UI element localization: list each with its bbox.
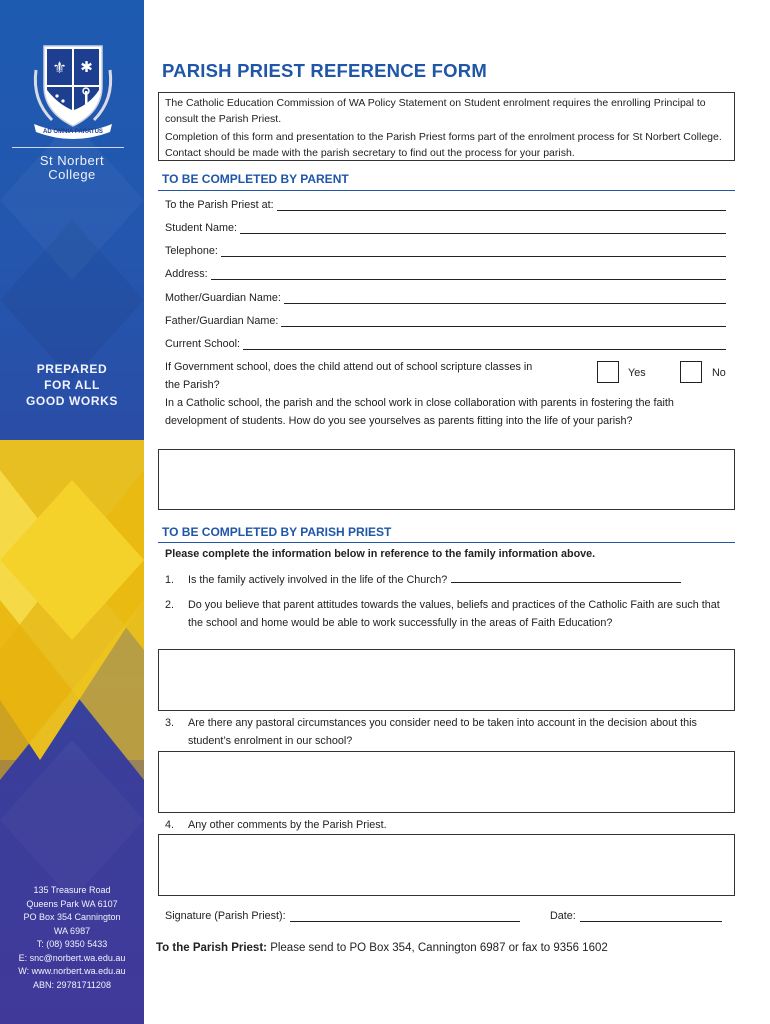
priest-instruction: Please complete the information below in reference to the family information above. (165, 548, 596, 560)
question-4-answer-box[interactable] (158, 834, 735, 896)
form-title: PARISH PRIEST REFERENCE FORM (162, 60, 487, 81)
question-number: 3. (165, 717, 175, 729)
contact-line: 135 Treasure Road (33, 885, 111, 895)
parent-section-heading: TO BE COMPLETED BY PARENT (162, 172, 349, 186)
field-line[interactable] (211, 269, 726, 280)
field-line[interactable] (281, 316, 726, 327)
footer-note (156, 942, 608, 954)
question-number: 1. (165, 574, 175, 586)
question-text: Do you believe that parent attitudes towards the values, beliefs and practices of the Catholic Faith are such that the school and home would be able to work successfully in the areas of Faith Education? (188, 599, 720, 629)
tagline-line: PREPARED (36, 362, 108, 376)
college-name-line2: College (48, 167, 96, 182)
college-name-divider (12, 147, 124, 148)
sidebar (0, 0, 144, 1024)
question-text: Is the family actively involved in the life of the Church? (188, 574, 448, 586)
contact-line: ABN: 29781711208 (33, 979, 111, 990)
field-line[interactable] (240, 223, 726, 234)
intro-paragraph: Completion of this form and presentation to the Parish Priest forms part of the enrolment process for St Norbert College. Contact should be made with the parish secretary to find out the process for your parish. (165, 131, 722, 159)
no-checkbox[interactable] (680, 361, 702, 383)
college-name (0, 154, 144, 182)
question-1 (165, 571, 735, 589)
question-text: Any other comments by the Parish Priest. (188, 819, 387, 831)
signature-field[interactable] (165, 906, 520, 922)
tagline-line: FOR ALL (44, 378, 100, 392)
question-3-answer-box[interactable] (158, 751, 735, 813)
field-line[interactable] (243, 339, 726, 350)
telephone-field[interactable] (165, 241, 726, 257)
father-guardian-field[interactable] (165, 311, 726, 327)
no-label: No (712, 367, 726, 379)
question-2-answer-box[interactable] (158, 649, 735, 711)
svg-text:✱: ✱ (80, 58, 93, 76)
field-label: Telephone: (165, 245, 218, 257)
field-line[interactable] (284, 293, 726, 304)
contact-line: W: www.norbert.wa.edu.au (18, 966, 126, 976)
field-label: Student Name: (165, 222, 238, 234)
mother-guardian-field[interactable] (165, 288, 726, 304)
intro-box (158, 92, 735, 161)
field-label: Address: (165, 268, 208, 280)
field-label: Current School: (165, 338, 241, 350)
question-3 (165, 714, 735, 750)
contact-details (0, 884, 144, 992)
intro-paragraph: The Catholic Education Commission of WA Policy Statement on Student enrolment requires the enrolling Principal to consult the Parish Priest. (165, 97, 706, 125)
question-2 (165, 596, 735, 632)
scripture-question: If Government school, does the child attend out of school scripture classes in the Parish? (165, 361, 533, 391)
contact-line: T: (08) 9350 5433 (36, 939, 108, 949)
tagline-line: GOOD WORKS (26, 394, 118, 408)
current-school-field[interactable] (165, 334, 726, 350)
footer-note-text: Please send to PO Box 354, Cannington 6987 or fax to 9356 1602 (270, 942, 608, 954)
parish-field[interactable] (165, 195, 726, 211)
footer-note-bold: To the Parish Priest: (156, 942, 267, 954)
field-line[interactable] (277, 200, 726, 211)
college-tagline (0, 361, 144, 409)
svg-text:⚜: ⚜ (52, 58, 67, 77)
question-4 (165, 816, 735, 834)
contact-line: Queens Park WA 6107 (26, 898, 118, 909)
contact-line: PO Box 354 Cannington (23, 912, 121, 922)
yes-label: Yes (628, 367, 646, 379)
field-line[interactable] (221, 246, 726, 257)
question-number: 2. (165, 599, 175, 611)
address-field[interactable] (165, 264, 726, 280)
field-label: Father/Guardian Name: (165, 315, 279, 327)
catholic-school-question: In a Catholic school, the parish and the school work in close collaboration with parents in fostering the faith development of students. How do you see yourselves as parents fitting into the life of your parish? (165, 397, 674, 427)
contact-line: E: snc@norbert.wa.edu.au (18, 952, 126, 963)
priest-section-rule (158, 542, 735, 543)
college-name-line1: St Norbert (39, 153, 105, 168)
crest-motto: AD OMNIA PARATUS (43, 129, 103, 135)
contact-line: WA 6987 (53, 925, 91, 936)
date-field[interactable] (550, 906, 722, 922)
date-line[interactable] (580, 911, 722, 922)
signature-line[interactable] (290, 911, 520, 922)
yes-checkbox[interactable] (597, 361, 619, 383)
question-text: Are there any pastoral circumstances you consider need to be taken into account in the decision about this student’s enrolment in our school? (188, 717, 697, 747)
priest-section-heading: TO BE COMPLETED BY PARISH PRIEST (162, 525, 392, 539)
college-crest-logo (30, 40, 116, 140)
parent-section-rule (158, 190, 735, 191)
question-number: 4. (165, 819, 175, 831)
field-label: Mother/Guardian Name: (165, 292, 281, 304)
field-label: To the Parish Priest at: (165, 199, 274, 211)
parent-answer-box[interactable] (158, 449, 735, 510)
student-name-field[interactable] (165, 218, 726, 234)
date-label: Date: (550, 910, 576, 922)
church-involvement-line[interactable] (451, 572, 681, 583)
signature-label: Signature (Parish Priest): (165, 910, 286, 922)
